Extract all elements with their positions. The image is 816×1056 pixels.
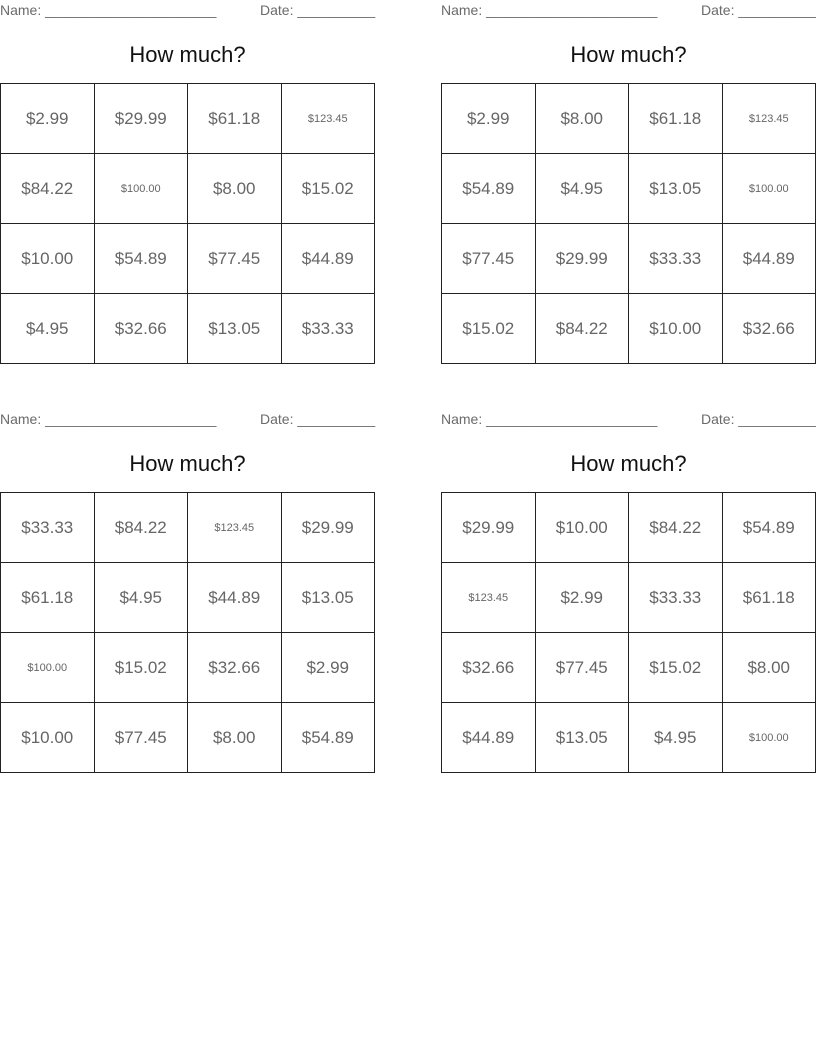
price-cell: $8.00: [722, 633, 816, 703]
date-field[interactable]: Date: __________: [701, 2, 816, 18]
price-cell: $29.99: [535, 224, 629, 294]
card-title: How much?: [570, 42, 687, 67]
price-cell: $10.00: [1, 703, 95, 773]
price-cell: $54.89: [722, 493, 816, 563]
grid-row: [1, 633, 375, 703]
grid-row: [1, 294, 375, 364]
worksheet-card-1: [0, 0, 375, 363]
price-cell: $29.99: [281, 493, 375, 563]
date-field[interactable]: Date: __________: [260, 411, 376, 427]
price-cell: $15.02: [442, 294, 536, 364]
price-cell: $44.89: [188, 563, 282, 633]
date-field[interactable]: Date: __________: [701, 411, 816, 427]
grid-row: [1, 224, 375, 294]
price-grid: [0, 83, 375, 364]
header-row: [441, 409, 816, 431]
grid-row: [442, 84, 816, 154]
price-cell: $4.95: [1, 294, 95, 364]
price-cell: $100.00: [722, 703, 816, 773]
name-field[interactable]: Name: ______________________: [0, 2, 217, 18]
price-cell: $2.99: [535, 563, 629, 633]
price-cell: $8.00: [188, 154, 282, 224]
name-field[interactable]: Name: ______________________: [0, 411, 217, 427]
grid-row: [1, 84, 375, 154]
price-cell: $10.00: [535, 493, 629, 563]
price-cell: $44.89: [281, 224, 375, 294]
card-title: How much?: [570, 451, 687, 476]
price-cell: $77.45: [94, 703, 188, 773]
price-cell: $61.18: [1, 563, 95, 633]
price-cell: $44.89: [442, 703, 536, 773]
price-cell: $61.18: [188, 84, 282, 154]
price-grid: [441, 83, 816, 364]
price-cell: $100.00: [1, 633, 95, 703]
worksheet-card-4: [441, 409, 816, 772]
price-cell: $77.45: [442, 224, 536, 294]
worksheet-card-2: [441, 0, 816, 363]
worksheet-card-3: [0, 409, 375, 772]
grid-row: [442, 703, 816, 773]
price-cell: $13.05: [629, 154, 723, 224]
grid-row: [1, 563, 375, 633]
price-cell: $77.45: [188, 224, 282, 294]
grid-row: [1, 493, 375, 563]
price-cell: $8.00: [535, 84, 629, 154]
price-cell: $77.45: [535, 633, 629, 703]
card-title: How much?: [129, 451, 246, 476]
header-row: [0, 409, 375, 431]
grid-row: [1, 154, 375, 224]
grid-row: [442, 294, 816, 364]
grid-row: [442, 633, 816, 703]
price-cell: $33.33: [629, 563, 723, 633]
price-cell: $123.45: [188, 493, 282, 563]
price-cell: $15.02: [94, 633, 188, 703]
price-cell: $4.95: [535, 154, 629, 224]
price-grid: [0, 492, 375, 773]
price-cell: $29.99: [442, 493, 536, 563]
grid-row: [442, 224, 816, 294]
price-cell: $123.45: [722, 84, 816, 154]
price-cell: $15.02: [281, 154, 375, 224]
price-cell: $84.22: [535, 294, 629, 364]
price-cell: $10.00: [629, 294, 723, 364]
price-cell: $44.89: [722, 224, 816, 294]
price-cell: $2.99: [281, 633, 375, 703]
name-field[interactable]: Name: ______________________: [441, 2, 658, 18]
price-cell: $123.45: [281, 84, 375, 154]
price-cell: $32.66: [94, 294, 188, 364]
price-cell: $13.05: [281, 563, 375, 633]
price-grid: [441, 492, 816, 773]
price-cell: $33.33: [281, 294, 375, 364]
grid-row: [442, 493, 816, 563]
price-cell: $100.00: [722, 154, 816, 224]
price-cell: $54.89: [281, 703, 375, 773]
price-cell: $123.45: [442, 563, 536, 633]
price-cell: $13.05: [535, 703, 629, 773]
price-cell: $54.89: [442, 154, 536, 224]
price-cell: $13.05: [188, 294, 282, 364]
price-cell: $100.00: [94, 154, 188, 224]
price-cell: $61.18: [629, 84, 723, 154]
price-cell: $15.02: [629, 633, 723, 703]
grid-row: [442, 563, 816, 633]
name-field[interactable]: Name: ______________________: [441, 411, 658, 427]
price-cell: $32.66: [188, 633, 282, 703]
price-cell: $10.00: [1, 224, 95, 294]
header-row: [0, 0, 375, 22]
price-cell: $61.18: [722, 563, 816, 633]
card-title: How much?: [129, 42, 246, 67]
price-cell: $32.66: [722, 294, 816, 364]
price-cell: $2.99: [1, 84, 95, 154]
date-field[interactable]: Date: __________: [260, 2, 376, 18]
price-cell: $84.22: [94, 493, 188, 563]
price-cell: $33.33: [1, 493, 95, 563]
header-row: [441, 0, 816, 22]
price-cell: $84.22: [629, 493, 723, 563]
price-cell: $4.95: [94, 563, 188, 633]
price-cell: $8.00: [188, 703, 282, 773]
price-cell: $4.95: [629, 703, 723, 773]
price-cell: $84.22: [1, 154, 95, 224]
grid-row: [442, 154, 816, 224]
price-cell: $29.99: [94, 84, 188, 154]
price-cell: $33.33: [629, 224, 723, 294]
price-cell: $54.89: [94, 224, 188, 294]
grid-row: [1, 703, 375, 773]
price-cell: $32.66: [442, 633, 536, 703]
price-cell: $2.99: [442, 84, 536, 154]
